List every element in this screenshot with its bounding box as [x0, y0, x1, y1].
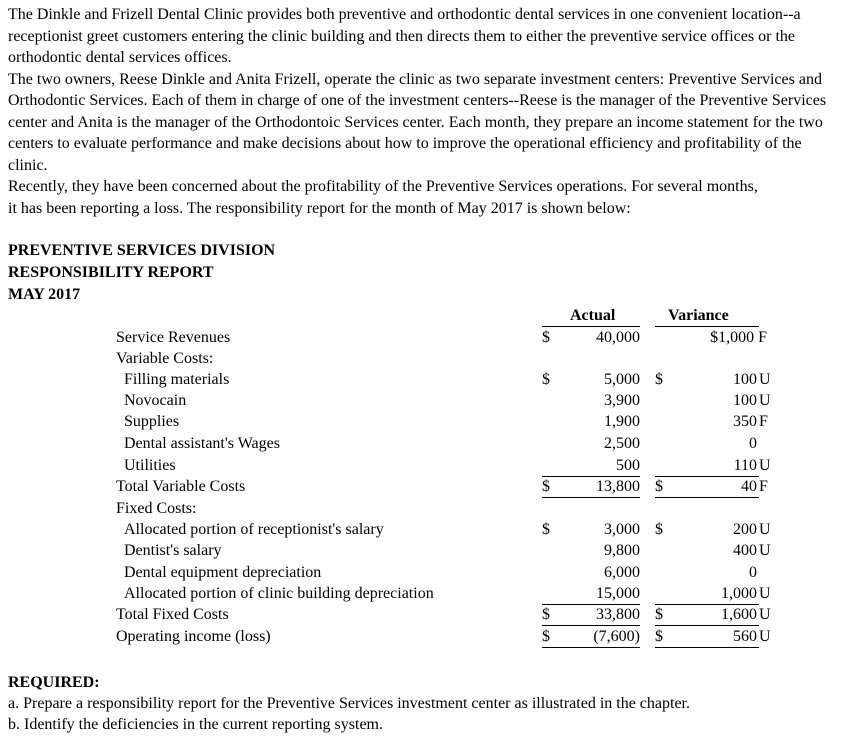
actual-value: 33,800 [596, 606, 640, 623]
row-label: Service Revenues [116, 329, 231, 346]
table-row [0, 390, 847, 411]
item-prefix: b. [8, 716, 20, 733]
actual-value: 2,500 [604, 435, 640, 452]
variance-flag: U [759, 606, 771, 623]
variance-flag: U [759, 521, 771, 538]
intro-paragraph-3b: it has been reporting a loss. The responsibility report for the month of May 2017 is shown below: [8, 199, 631, 217]
table-row [0, 433, 847, 454]
table-row [0, 562, 847, 583]
intro-paragraph-3a: Recently, they have been concerned about the profitability of the Preventive Services operations. For several months, [8, 178, 758, 195]
variance-flag: U [759, 628, 771, 645]
fixed-costs-header-row [0, 498, 847, 519]
variance-value: 1,000 [721, 585, 757, 602]
actual-value: 40,000 [596, 329, 640, 346]
actual-value: 13,800 [596, 478, 640, 495]
table-row [0, 411, 847, 432]
variance-value: 40 [741, 478, 757, 495]
variance-flag: U [759, 542, 771, 559]
row-label: Utilities [124, 457, 176, 474]
variance-value: 560 [733, 628, 757, 645]
table-row [0, 583, 847, 604]
actual-value: 3,000 [604, 521, 640, 538]
row-label: Dental equipment depreciation [124, 564, 322, 581]
variance-flag: F [759, 413, 768, 430]
row-label: Allocated portion of clinic building depreciation [124, 585, 434, 602]
actual-value: 5,000 [604, 371, 640, 388]
actual-value: 3,900 [604, 392, 640, 409]
actual-value: 1,900 [604, 413, 640, 430]
table-row [0, 540, 847, 561]
dollar-sign: $ [655, 606, 663, 623]
row-label: Dental assistant's Wages [124, 435, 280, 452]
variable-costs-header-row [0, 348, 847, 369]
intro-paragraph-1: The Dinkle and Frizell Dental Clinic provides both preventive and orthodontic dental services in one convenient location--a receptionist greet customers entering the clinic building and then directs them to either the preventive service offices or the orthodontic dental services offices. [8, 6, 801, 66]
actual-value: 15,000 [596, 585, 640, 602]
variance-value: 400 [733, 542, 757, 559]
variance-flag: U [759, 457, 771, 474]
dollar-sign: $ [542, 478, 550, 495]
operating-income-row [0, 626, 847, 647]
row-label: Novocain [124, 392, 187, 409]
dollar-sign: $ [542, 628, 550, 645]
dollar-sign: $ [655, 478, 663, 495]
required-item-a [8, 693, 690, 714]
row-label: Operating income (loss) [116, 628, 271, 645]
problem-description [8, 4, 844, 219]
dollar-sign: $ [542, 521, 550, 538]
variance-value: 100 [733, 392, 757, 409]
variance-value: 100 [733, 371, 757, 388]
dollar-sign: $ [655, 628, 663, 645]
actual-value: 500 [616, 457, 640, 474]
section-label: Variable Costs: [116, 350, 214, 367]
variance-flag: U [759, 371, 771, 388]
variance-value: $1,000 F [710, 329, 767, 346]
column-header-variance: Variance [668, 307, 729, 324]
final-rule-variance [655, 647, 759, 648]
total-fixed-costs-row [0, 604, 847, 625]
variance-value: 0 [749, 435, 757, 452]
dollar-sign: $ [542, 329, 550, 346]
row-label: Dentist's salary [124, 542, 222, 559]
row-label: Filling materials [124, 371, 230, 388]
total-variable-costs-row [0, 476, 847, 497]
row-label: Total Variable Costs [116, 478, 246, 495]
dollar-sign: $ [542, 606, 550, 623]
dollar-sign: $ [655, 371, 663, 388]
actual-value: 9,800 [604, 542, 640, 559]
required-heading: REQUIRED: [8, 674, 100, 691]
variance-value: 200 [733, 521, 757, 538]
service-revenues-row [0, 327, 847, 348]
item-text: Prepare a responsibility report for the Preventive Services investment center as illustrated in the chapter. [23, 695, 690, 712]
table-row [0, 519, 847, 540]
variance-flag: F [759, 478, 768, 495]
actual-value: 6,000 [604, 564, 640, 581]
table-row [0, 455, 847, 476]
dollar-sign: $ [542, 371, 550, 388]
row-label: Supplies [124, 413, 180, 430]
actual-value: (7,600) [593, 628, 640, 645]
table-row [0, 369, 847, 390]
required-item-b [8, 714, 383, 735]
item-prefix: a. [8, 695, 20, 712]
variance-value: 350 [733, 413, 757, 430]
section-label: Fixed Costs: [116, 500, 197, 517]
report-title-type: RESPONSIBILITY REPORT [8, 264, 214, 281]
column-header-actual: Actual [570, 307, 616, 324]
row-label: Total Fixed Costs [116, 606, 229, 623]
variance-flag: U [759, 585, 771, 602]
variance-value: 0 [749, 564, 757, 581]
row-label: Allocated portion of receptionist's salary [124, 521, 384, 538]
report-title-division: PREVENTIVE SERVICES DIVISION [8, 242, 276, 259]
variance-value: 1,600 [721, 606, 757, 623]
dollar-sign: $ [655, 521, 663, 538]
item-text: Identify the deficiencies in the current reporting system. [24, 716, 383, 733]
variance-flag: U [759, 392, 771, 409]
final-rule-actual [542, 647, 640, 648]
variance-value: 110 [733, 457, 757, 474]
intro-paragraph-2: The two owners, Reese Dinkle and Anita Frizell, operate the clinic as two separate investment centers: Preventive Services and Orthodontic Services. Each of them in charge of one of the investment centers--Reese is the manager of the Preventive Services center and Anita is the manager of the Orthodontoic Services center. Each month, they prepare an income statement for the two centers to evaluate performance and make decisions about how to improve the operational efficiency and profitability of the clinic. [8, 70, 827, 174]
report-title-period: MAY 2017 [8, 286, 81, 303]
